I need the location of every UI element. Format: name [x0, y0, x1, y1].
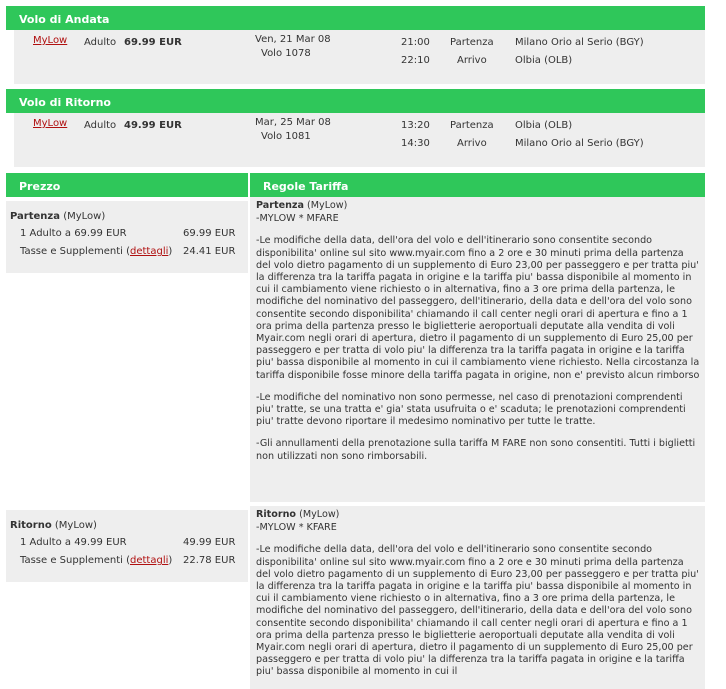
price-outbound-line2-value: 24.41 EUR — [183, 246, 236, 257]
return-arr-label: Arrivo — [457, 138, 487, 149]
price-outbound-panel — [6, 201, 248, 273]
outbound-arr-airport: Olbia (OLB) — [515, 55, 573, 66]
return-header — [6, 89, 705, 113]
price-header-label: Prezzo — [19, 180, 61, 193]
price-return-fare: (MyLow) — [54, 520, 97, 531]
rules-return-paragraph-1: -Le modifiche della data, dell'ora del volo e dell'itinerario sono consentite secondo disponibilita' online sul sito www.myair.com fino a 2 ore e 30 minuti prima della partenza del volo dietro pagamento di un supplemento di Euro 23,00 per passeggero e per tratta piu' la differenza tra la tariffa pagata in origine e la tariffa piu' bassa disponibile al momento in cui il cambiamento viene richiesto o in alternativa, fino a 3 ore prima della partenza, le modifiche del nominativo del passeggero, dell'itinerario, della data e dell'ora del volo sono consentite secondo disponibilita' chiamando il call center negli orari di apertura e fino a 1 ora prima della partenza presso le biglietterie aeroportuali deputate alla vendita di voli Myair.com negli orari di apertura, dietro il pagamento di un supplemento di Euro 25,00 per passeggero e per tratta di volo piu' la differenza tra la tariffa pagata in origine e la tariffa piu' bassa disponibile al momento in cui il — [256, 544, 699, 678]
rules-outbound-title — [256, 200, 701, 212]
price-return-taxes-text: Tasse e Supplementi ( — [20, 555, 130, 566]
rules-outbound-leg: Partenza — [256, 200, 304, 211]
rules-outbound-fare: (MyLow) — [307, 200, 348, 211]
price-return-line1-label: 1 Adulto a 49.99 EUR — [20, 537, 127, 548]
price-outbound-line2-label — [20, 246, 172, 257]
rules-return-code: -MYLOW * KFARE — [256, 522, 337, 534]
return-flight-panel — [14, 113, 705, 167]
outbound-arr-time: 22:10 — [401, 55, 430, 66]
rules-return-title — [256, 509, 701, 521]
outbound-price: 69.99 EUR — [124, 37, 182, 48]
rules-outbound-code: -MYLOW * MFARE — [256, 213, 339, 225]
price-outbound-fare: (MyLow) — [63, 211, 106, 222]
return-arr-time: 14:30 — [401, 138, 430, 149]
price-outbound-title — [10, 211, 105, 222]
rules-outbound-panel — [250, 197, 705, 502]
price-outbound-taxes-text: Tasse e Supplementi ( — [20, 246, 130, 257]
rules-return-panel — [250, 506, 705, 689]
rules-outbound-paragraph-1: -Le modifiche della data, dell'ora del volo e dell'itinerario sono consentite secondo disponibilita' online sul sito www.myair.com fino a 2 ore e 30 minuti prima della partenza del volo dietro pagamento di un supplemento di Euro 23,00 per passeggero e per tratta piu' la differenza tra la tariffa pagata in origine e la tariffa piu' bassa disponibile al momento in cui il cambiamento viene richiesto o in alternativa, fino a 3 ore prima della partenza, le modifiche del nominativo del passeggero, dell'itinerario, della data e dell'ora del volo sono consentite secondo disponibilita' chiamando il call center negli orari di apertura e fino a 1 ora prima della partenza presso le biglietterie aeroportuali deputate alla vendita di voli Myair.com negli orari di apertura, dietro il pagamento di un supplemento di Euro 25,00 per passeggero e per tratta di volo piu' la differenza tra la tariffa pagata in origine e la tariffa piu' bassa disponibile al momento in cui il cambiamento viene richiesto. Nella circostanza la tariffa disponibile fosse minore della tariffa pagata in origine, non e' previsto alcun rimborso — [256, 235, 700, 381]
price-column-header — [6, 173, 248, 197]
outbound-flight-number: Volo 1078 — [261, 48, 311, 59]
return-dep-time: 13:20 — [401, 120, 430, 131]
rules-column-header — [250, 173, 705, 197]
return-dep-label: Partenza — [450, 120, 494, 131]
rules-return-fare: (MyLow) — [299, 509, 340, 520]
return-flight-number: Volo 1081 — [261, 131, 311, 142]
price-return-panel — [6, 510, 248, 582]
rules-outbound-paragraph-2: -Le modifiche del nominativo non sono permesse, nel caso di prenotazioni comprendenti piu' tratte, se una tratta e' gia' stata usufruita o e' scaduta; le prenotazioni comprendenti piu' tratte devono riportare il medesimo nominativo per tutte le tratte. — [256, 391, 686, 428]
price-return-taxes-close: ) — [168, 555, 173, 566]
outbound-header — [6, 6, 705, 30]
outbound-dep-label: Partenza — [450, 37, 494, 48]
outbound-arr-label: Arrivo — [457, 55, 487, 66]
rules-header-label: Regole Tariffa — [263, 180, 349, 193]
return-price: 49.99 EUR — [124, 120, 182, 131]
return-date: Mar, 25 Mar 08 — [255, 117, 331, 128]
outbound-flight-panel — [14, 30, 705, 84]
return-dep-airport: Olbia (OLB) — [515, 120, 573, 131]
price-return-line1-value: 49.99 EUR — [183, 537, 236, 548]
price-return-line2-label — [20, 555, 172, 566]
outbound-dep-airport: Milano Orio al Serio (BGY) — [515, 37, 644, 48]
outbound-passenger: Adulto — [84, 37, 117, 48]
price-outbound-line1-value: 69.99 EUR — [183, 228, 236, 239]
return-passenger: Adulto — [84, 120, 117, 131]
price-return-title — [10, 520, 97, 531]
outbound-dep-time: 21:00 — [401, 37, 430, 48]
return-fare-link[interactable]: MyLow — [33, 118, 68, 129]
price-return-line2-value: 22.78 EUR — [183, 555, 236, 566]
return-title: Volo di Ritorno — [19, 96, 111, 109]
outbound-date: Ven, 21 Mar 08 — [255, 34, 331, 45]
return-arr-airport: Milano Orio al Serio (BGY) — [515, 138, 644, 149]
rules-return-leg: Ritorno — [256, 509, 297, 520]
price-return-leg: Ritorno — [10, 520, 52, 531]
price-outbound-leg: Partenza — [10, 211, 60, 222]
rules-outbound-paragraph-3: -Gli annullamenti della prenotazione sulla tariffa M FARE non sono consentiti. Tutti i biglietti non utilizzati non sono rimborsabili. — [256, 438, 696, 462]
price-outbound-details-link[interactable]: dettagli — [130, 246, 169, 257]
outbound-title: Volo di Andata — [19, 13, 110, 26]
outbound-fare-link[interactable]: MyLow — [33, 35, 68, 46]
price-return-details-link[interactable]: dettagli — [130, 555, 169, 566]
price-outbound-line1-label: 1 Adulto a 69.99 EUR — [20, 228, 127, 239]
price-outbound-taxes-close: ) — [168, 246, 173, 257]
